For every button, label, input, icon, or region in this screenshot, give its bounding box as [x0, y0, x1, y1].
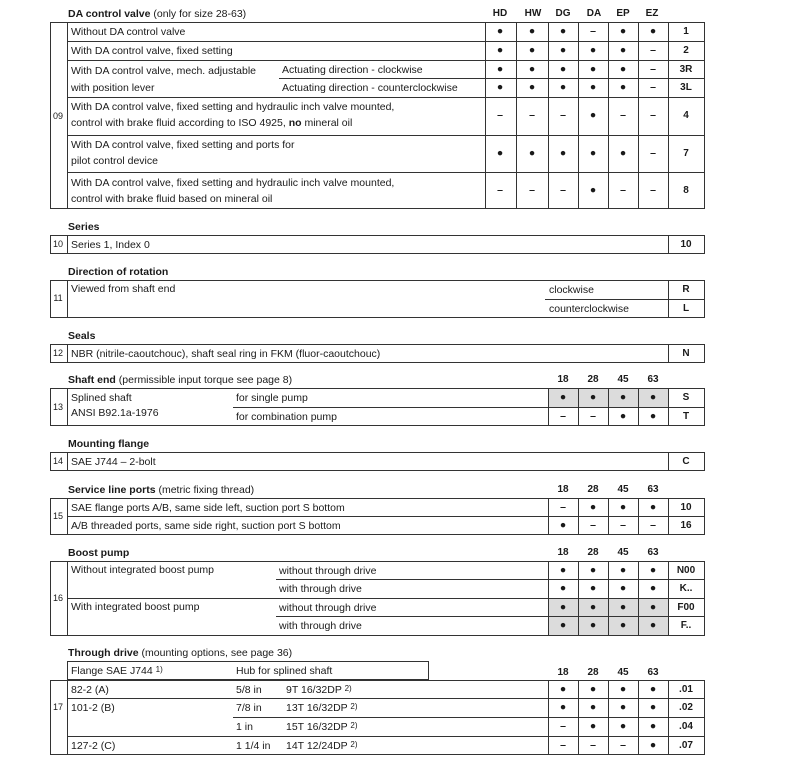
mark: ●: [619, 25, 627, 37]
mark: –: [590, 739, 596, 751]
section-11-number: 11: [53, 293, 63, 303]
mark: ●: [559, 701, 567, 713]
mark: ●: [619, 391, 627, 403]
mark: –: [650, 147, 656, 159]
row-17-04-size: 1 in: [236, 721, 253, 733]
row-09-3R-sub: Actuating direction - clockwise: [282, 64, 423, 76]
code-11-L: L: [682, 303, 690, 314]
code-17-01: .01: [679, 684, 693, 695]
col-header-dg: DG: [555, 8, 571, 19]
code-09-4: 4: [683, 110, 689, 121]
mark: ●: [496, 63, 504, 75]
row-17-01-flange: 82-2 (A): [71, 684, 109, 696]
mark: ●: [589, 582, 597, 594]
mark: ●: [649, 683, 657, 695]
mark: –: [620, 109, 626, 121]
mark: ●: [496, 25, 504, 37]
mark: –: [590, 25, 596, 37]
code-16-F: F..: [680, 620, 692, 631]
section-15-number: 15: [52, 511, 63, 521]
col-header-18: 18: [557, 547, 569, 558]
code-13-S: S: [682, 392, 690, 403]
row-09-3-text: With DA control valve, mech. adjustable: [71, 65, 257, 77]
mark: ●: [559, 683, 567, 695]
mark: ●: [649, 619, 657, 631]
mark: –: [560, 739, 566, 751]
mark: –: [620, 184, 626, 196]
mark: ●: [619, 63, 627, 75]
section-12-title: Seals: [68, 330, 96, 342]
mark: ●: [559, 582, 567, 594]
row-15-10-text: SAE flange ports A/B, same side left, suction port S bottom: [71, 502, 345, 514]
row-17-01-spline: 9T 16/32DP $^{2)}$: [286, 684, 352, 696]
mark: –: [497, 184, 503, 196]
section-14-number: 14: [52, 456, 63, 466]
section-09-title: DA control valve: [68, 8, 151, 20]
section-14-title: Mounting flange: [68, 438, 150, 450]
code-12: N: [682, 348, 690, 359]
code-10: 10: [680, 239, 692, 250]
col-header-ez: EZ: [645, 8, 659, 19]
col-header-45: 45: [617, 547, 629, 558]
mark: –: [650, 109, 656, 121]
section-09-note: (only for size 28-63): [153, 8, 247, 20]
section-09-number: 09: [52, 111, 63, 121]
mark: ●: [619, 410, 627, 422]
code-17-07: .07: [679, 740, 693, 751]
row-09-8-text: With DA control valve, fixed setting and hydraulic inch valve mounted,: [71, 177, 395, 189]
code-17-02: .02: [679, 702, 693, 713]
col-header-18: 18: [557, 667, 569, 678]
section-13-text2: ANSI B92.1a-1976: [71, 407, 159, 419]
col-header-28: 28: [587, 667, 599, 678]
mark: ●: [559, 63, 567, 75]
head-hub: Hub for splined shaft: [236, 665, 333, 677]
mark: –: [650, 44, 656, 56]
section-10-number: 10: [52, 239, 63, 249]
mark: ●: [589, 44, 597, 56]
section-14-text: SAE J744 – 2-bolt: [71, 456, 156, 468]
mark: ●: [589, 720, 597, 732]
mark: –: [650, 519, 656, 531]
mark: ●: [589, 564, 597, 576]
mark: ●: [496, 81, 504, 93]
row-17-07-flange: 127-2 (C): [71, 740, 116, 752]
section-15-heading: Service line ports (metric fixing thread): [68, 484, 255, 496]
col-header-da: DA: [586, 8, 602, 19]
mark: ●: [619, 619, 627, 631]
col-header-63: 63: [647, 374, 659, 385]
mark: ●: [528, 81, 536, 93]
row-13-T-sub: for combination pump: [236, 411, 337, 423]
mark: ●: [619, 701, 627, 713]
mark: ●: [559, 564, 567, 576]
mark: –: [560, 501, 566, 513]
code-15-10: 10: [680, 502, 692, 513]
code-09-3L: 3L: [680, 82, 692, 93]
row-09-4-text2: control with brake fluid according to ISO 4925, no mineral oil: [71, 117, 353, 129]
mark: ●: [559, 391, 567, 403]
mark: ●: [589, 619, 597, 631]
mark: ●: [559, 619, 567, 631]
option-clockwise: clockwise: [549, 284, 594, 296]
row-17-02-flange: 101-2 (B): [71, 702, 115, 714]
mark: ●: [496, 147, 504, 159]
mark: –: [560, 720, 566, 732]
row-09-7-text: With DA control valve, fixed setting and ports for: [71, 139, 295, 151]
section-17-heading: Through drive (mounting options, see page 36): [68, 647, 293, 659]
mark: ●: [589, 63, 597, 75]
mark: ●: [589, 501, 597, 513]
col-header-63: 63: [647, 667, 659, 678]
mark: ●: [528, 25, 536, 37]
mark: ●: [589, 683, 597, 695]
mark: ●: [619, 501, 627, 513]
code-16-K: K..: [679, 583, 693, 594]
mark: –: [650, 63, 656, 75]
mark: ●: [559, 147, 567, 159]
mark: ●: [649, 501, 657, 513]
group-with-boost: With integrated boost pump: [71, 601, 200, 613]
mark: –: [529, 109, 535, 121]
col-header-63: 63: [647, 547, 659, 558]
mark: ●: [649, 410, 657, 422]
mark: –: [590, 519, 596, 531]
mark: ●: [649, 391, 657, 403]
section-16-number: 16: [52, 593, 63, 603]
row-13-S-sub: for single pump: [236, 392, 308, 404]
code-13-T: T: [682, 411, 690, 422]
section-09-heading: [68, 9, 246, 20]
option-counterclockwise: counterclockwise: [549, 303, 629, 315]
mark: ●: [559, 601, 567, 613]
mark: ●: [619, 147, 627, 159]
mark: ●: [589, 184, 597, 196]
mark: –: [560, 109, 566, 121]
mark: ●: [559, 519, 567, 531]
mark: –: [529, 184, 535, 196]
mark: ●: [649, 739, 657, 751]
code-14: C: [682, 456, 690, 467]
code-17-04: .04: [679, 721, 693, 732]
mark: –: [620, 519, 626, 531]
code-09-7: 7: [683, 148, 689, 159]
mark: –: [590, 410, 596, 422]
row-09-2-text: With DA control valve, fixed setting: [71, 45, 233, 57]
group-without-boost: Without integrated boost pump: [71, 564, 215, 576]
section-13-text: Splined shaft: [71, 392, 132, 404]
row-17-07-size: 1 1/4 in: [236, 740, 271, 752]
mark: ●: [589, 81, 597, 93]
mark: ●: [619, 582, 627, 594]
section-10-title: Series: [68, 221, 100, 233]
mark: –: [560, 184, 566, 196]
section-13-heading: Shaft end (permissible input torque see page 8): [68, 374, 293, 386]
section-17-number: 17: [52, 702, 63, 712]
row-09-8-text2: control with brake fluid based on mineral oil: [71, 193, 273, 205]
row-17-07-spline: 14T 12/24DP $^{2)}$: [286, 740, 358, 752]
mark: ●: [589, 147, 597, 159]
col-header-28: 28: [587, 547, 599, 558]
row-09-3-text2: with position lever: [71, 82, 155, 94]
section-13-number: 13: [52, 402, 63, 412]
row-17-02-size: 7/8 in: [236, 702, 262, 714]
col-header-63: 63: [647, 484, 659, 495]
section-11-title: Direction of rotation: [68, 266, 169, 278]
row-17-01-size: 5/8 in: [236, 684, 262, 696]
mark: –: [650, 81, 656, 93]
mark: ●: [589, 109, 597, 121]
mark: ●: [496, 44, 504, 56]
code-11-R: R: [682, 284, 690, 295]
row-16-F00-sub: without through drive: [279, 602, 377, 614]
head-flange: Flange SAE J744 $^{1)}$: [71, 665, 163, 677]
mark: –: [650, 184, 656, 196]
col-header-28: 28: [587, 374, 599, 385]
row-16-K-sub: with through drive: [279, 583, 362, 595]
section-11-text: Viewed from shaft end: [71, 283, 176, 295]
mark: ●: [649, 564, 657, 576]
col-header-28: 28: [587, 484, 599, 495]
mark: ●: [649, 720, 657, 732]
row-16-N00-sub: without through drive: [279, 565, 377, 577]
mark: ●: [559, 81, 567, 93]
mark: ●: [619, 720, 627, 732]
mark: ●: [619, 81, 627, 93]
mark: ●: [559, 44, 567, 56]
mark: ●: [649, 25, 657, 37]
row-17-04-spline: 15T 16/32DP $^{2)}$: [286, 721, 358, 733]
col-header-45: 45: [617, 374, 629, 385]
col-header-18: 18: [557, 484, 569, 495]
mark: ●: [619, 601, 627, 613]
mark: ●: [589, 601, 597, 613]
row-16-F-sub: with through drive: [279, 620, 362, 632]
col-header-ep: EP: [616, 8, 630, 19]
row-09-3L-sub: Actuating direction - counterclockwise: [282, 82, 458, 94]
mark: ●: [528, 63, 536, 75]
mark: ●: [619, 44, 627, 56]
mark: ●: [589, 391, 597, 403]
mark: ●: [649, 701, 657, 713]
mark: ●: [619, 683, 627, 695]
col-header-18: 18: [557, 374, 569, 385]
row-09-7-text2: pilot control device: [71, 155, 158, 167]
section-12-number: 12: [52, 348, 63, 358]
mark: –: [620, 739, 626, 751]
section-16-title: Boost pump: [68, 547, 130, 559]
mark: –: [497, 109, 503, 121]
mark: ●: [528, 44, 536, 56]
mark: ●: [589, 701, 597, 713]
col-header-45: 45: [617, 667, 629, 678]
code-15-16: 16: [680, 520, 692, 531]
row-09-1-text: Without DA control valve: [71, 26, 186, 38]
mark: ●: [528, 147, 536, 159]
mark: ●: [649, 601, 657, 613]
section-12-text: NBR (nitrile-caoutchouc), shaft seal ring in FKM (fluor-caoutchouc): [71, 348, 381, 360]
code-09-1: 1: [683, 26, 689, 37]
row-09-4-text: With DA control valve, fixed setting and hydraulic inch valve mounted,: [71, 101, 395, 113]
section-10-text: Series 1, Index 0: [71, 239, 150, 251]
mark: ●: [559, 25, 567, 37]
code-09-2: 2: [683, 45, 689, 56]
mark: –: [560, 410, 566, 422]
code-09-8: 8: [683, 185, 689, 196]
row-17-02-spline: 13T 16/32DP $^{2)}$: [286, 702, 358, 714]
code-16-F00: F00: [677, 602, 695, 613]
col-header-hd: HD: [492, 8, 508, 19]
col-header-45: 45: [617, 484, 629, 495]
col-header-hw: HW: [524, 8, 542, 19]
code-09-3R: 3R: [679, 64, 693, 75]
row-15-16-text: A/B threaded ports, same side right, suction port S bottom: [71, 520, 341, 532]
mark: ●: [619, 564, 627, 576]
mark: ●: [649, 582, 657, 594]
code-16-N00: N00: [676, 565, 696, 576]
